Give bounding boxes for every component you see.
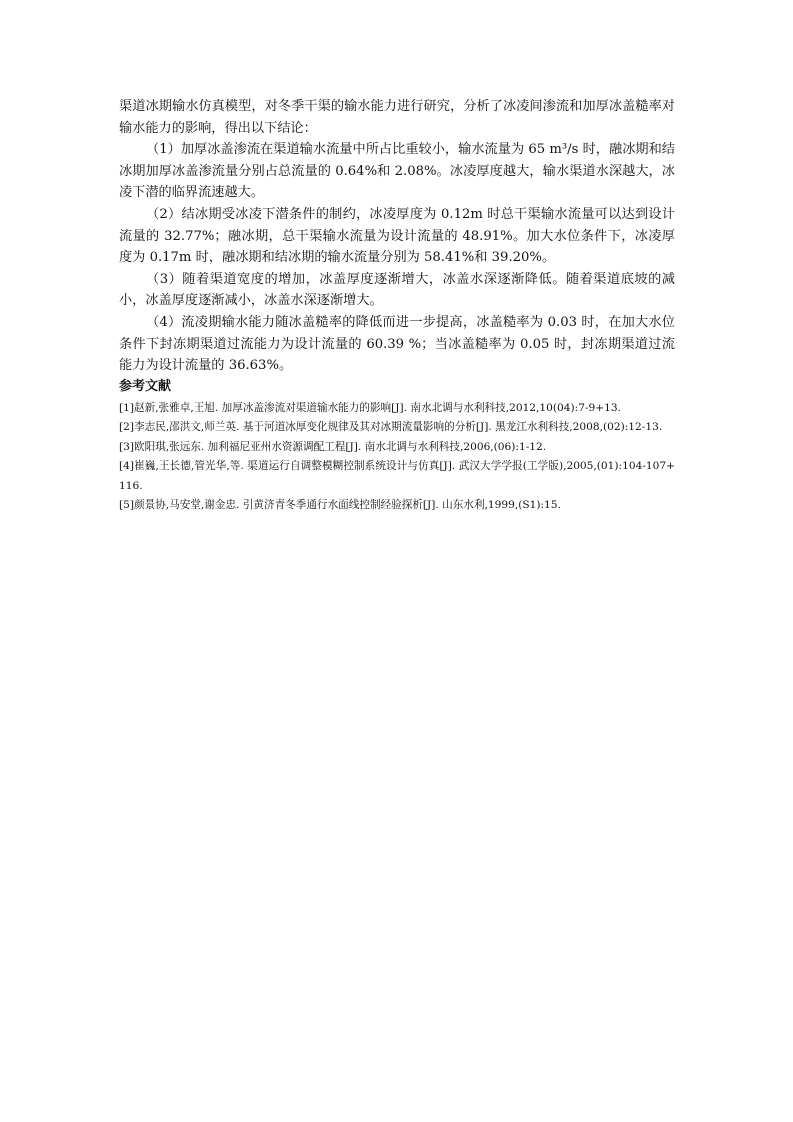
references-list: [119, 399, 675, 516]
reference-item: [4]崔巍,王长德,管光华,等. 渠道运行自调整模糊控制系统设计与仿真[J]. 武汉大学学报(工学版),2005,(01):104-107+116.: [119, 460, 675, 492]
references-heading: 参考文献: [119, 378, 172, 394]
conclusion-2: （2）结冰期受冰凌下潜条件的制约，冰凌厚度为 0.12m 时总干渠输水流量可以达到设计流量的 32.77%；融冰期，总干渠输水流量为设计流量的 48.91%。加大水位条件下，冰凌厚度为 0.17m 时，融冰期和结冰期的输水流量分别为 58.41%和 39.20%。: [119, 206, 675, 266]
conclusion-3: （3）随着渠道宽度的增加，冰盖厚度逐渐增大，冰盖水深逐渐降低。随着渠道底坡的减小，冰盖厚度逐渐减小，冰盖水深逐渐增大。: [119, 271, 675, 309]
reference-item: [2]李志民,邵洪文,师兰英. 基于河道冰厚变化规律及其对冰期流量影响的分析[J]. 黑龙江水利科技,2008,(02):12-13.: [119, 421, 663, 434]
reference-item: [5]颜景协,马安堂,谢金忠. 引黄济青冬季通行水面线控制经验探析[J]. 山东水利,1999,(S1):15.: [119, 499, 561, 512]
reference-item: [3]欧阳琪,张远东. 加利福尼亚州水资源调配工程[J]. 南水北调与水利科技,2006,(06):1-12.: [119, 440, 547, 453]
conclusion-1: （1）加厚冰盖渗流在渠道输水流量中所占比重较小，输水流量为 65 m³/s 时，融冰期和结冰期加厚冰盖渗流量分别占总流量的 0.64%和 2.08%。冰凌厚度越大，输水渠道水深越大，冰凌下潜的临界流速越大。: [119, 142, 675, 201]
intro-paragraph: 渠道冰期输水仿真模型，对冬季干渠的输水能力进行研究，分析了冰凌间渗流和加厚冰盖糙率对输水能力的影响，得出以下结论：: [119, 99, 675, 136]
conclusion-4: （4）流凌期输水能力随冰盖糙率的降低而进一步提高，冰盖糙率为 0.03 时，在加大水位条件下封冻期渠道过流能力为设计流量的 60.39 %；当冰盖糙率为 0.05 时，封冻期渠道过流能力为设计流量的 36.63%。: [119, 314, 675, 374]
document-page: [119, 96, 675, 516]
reference-item: [1]赵新,张雅卓,王旭. 加厚冰盖渗流对渠道输水能力的影响[J]. 南水北调与水利科技,2012,10(04):7-9+13.: [119, 401, 621, 414]
